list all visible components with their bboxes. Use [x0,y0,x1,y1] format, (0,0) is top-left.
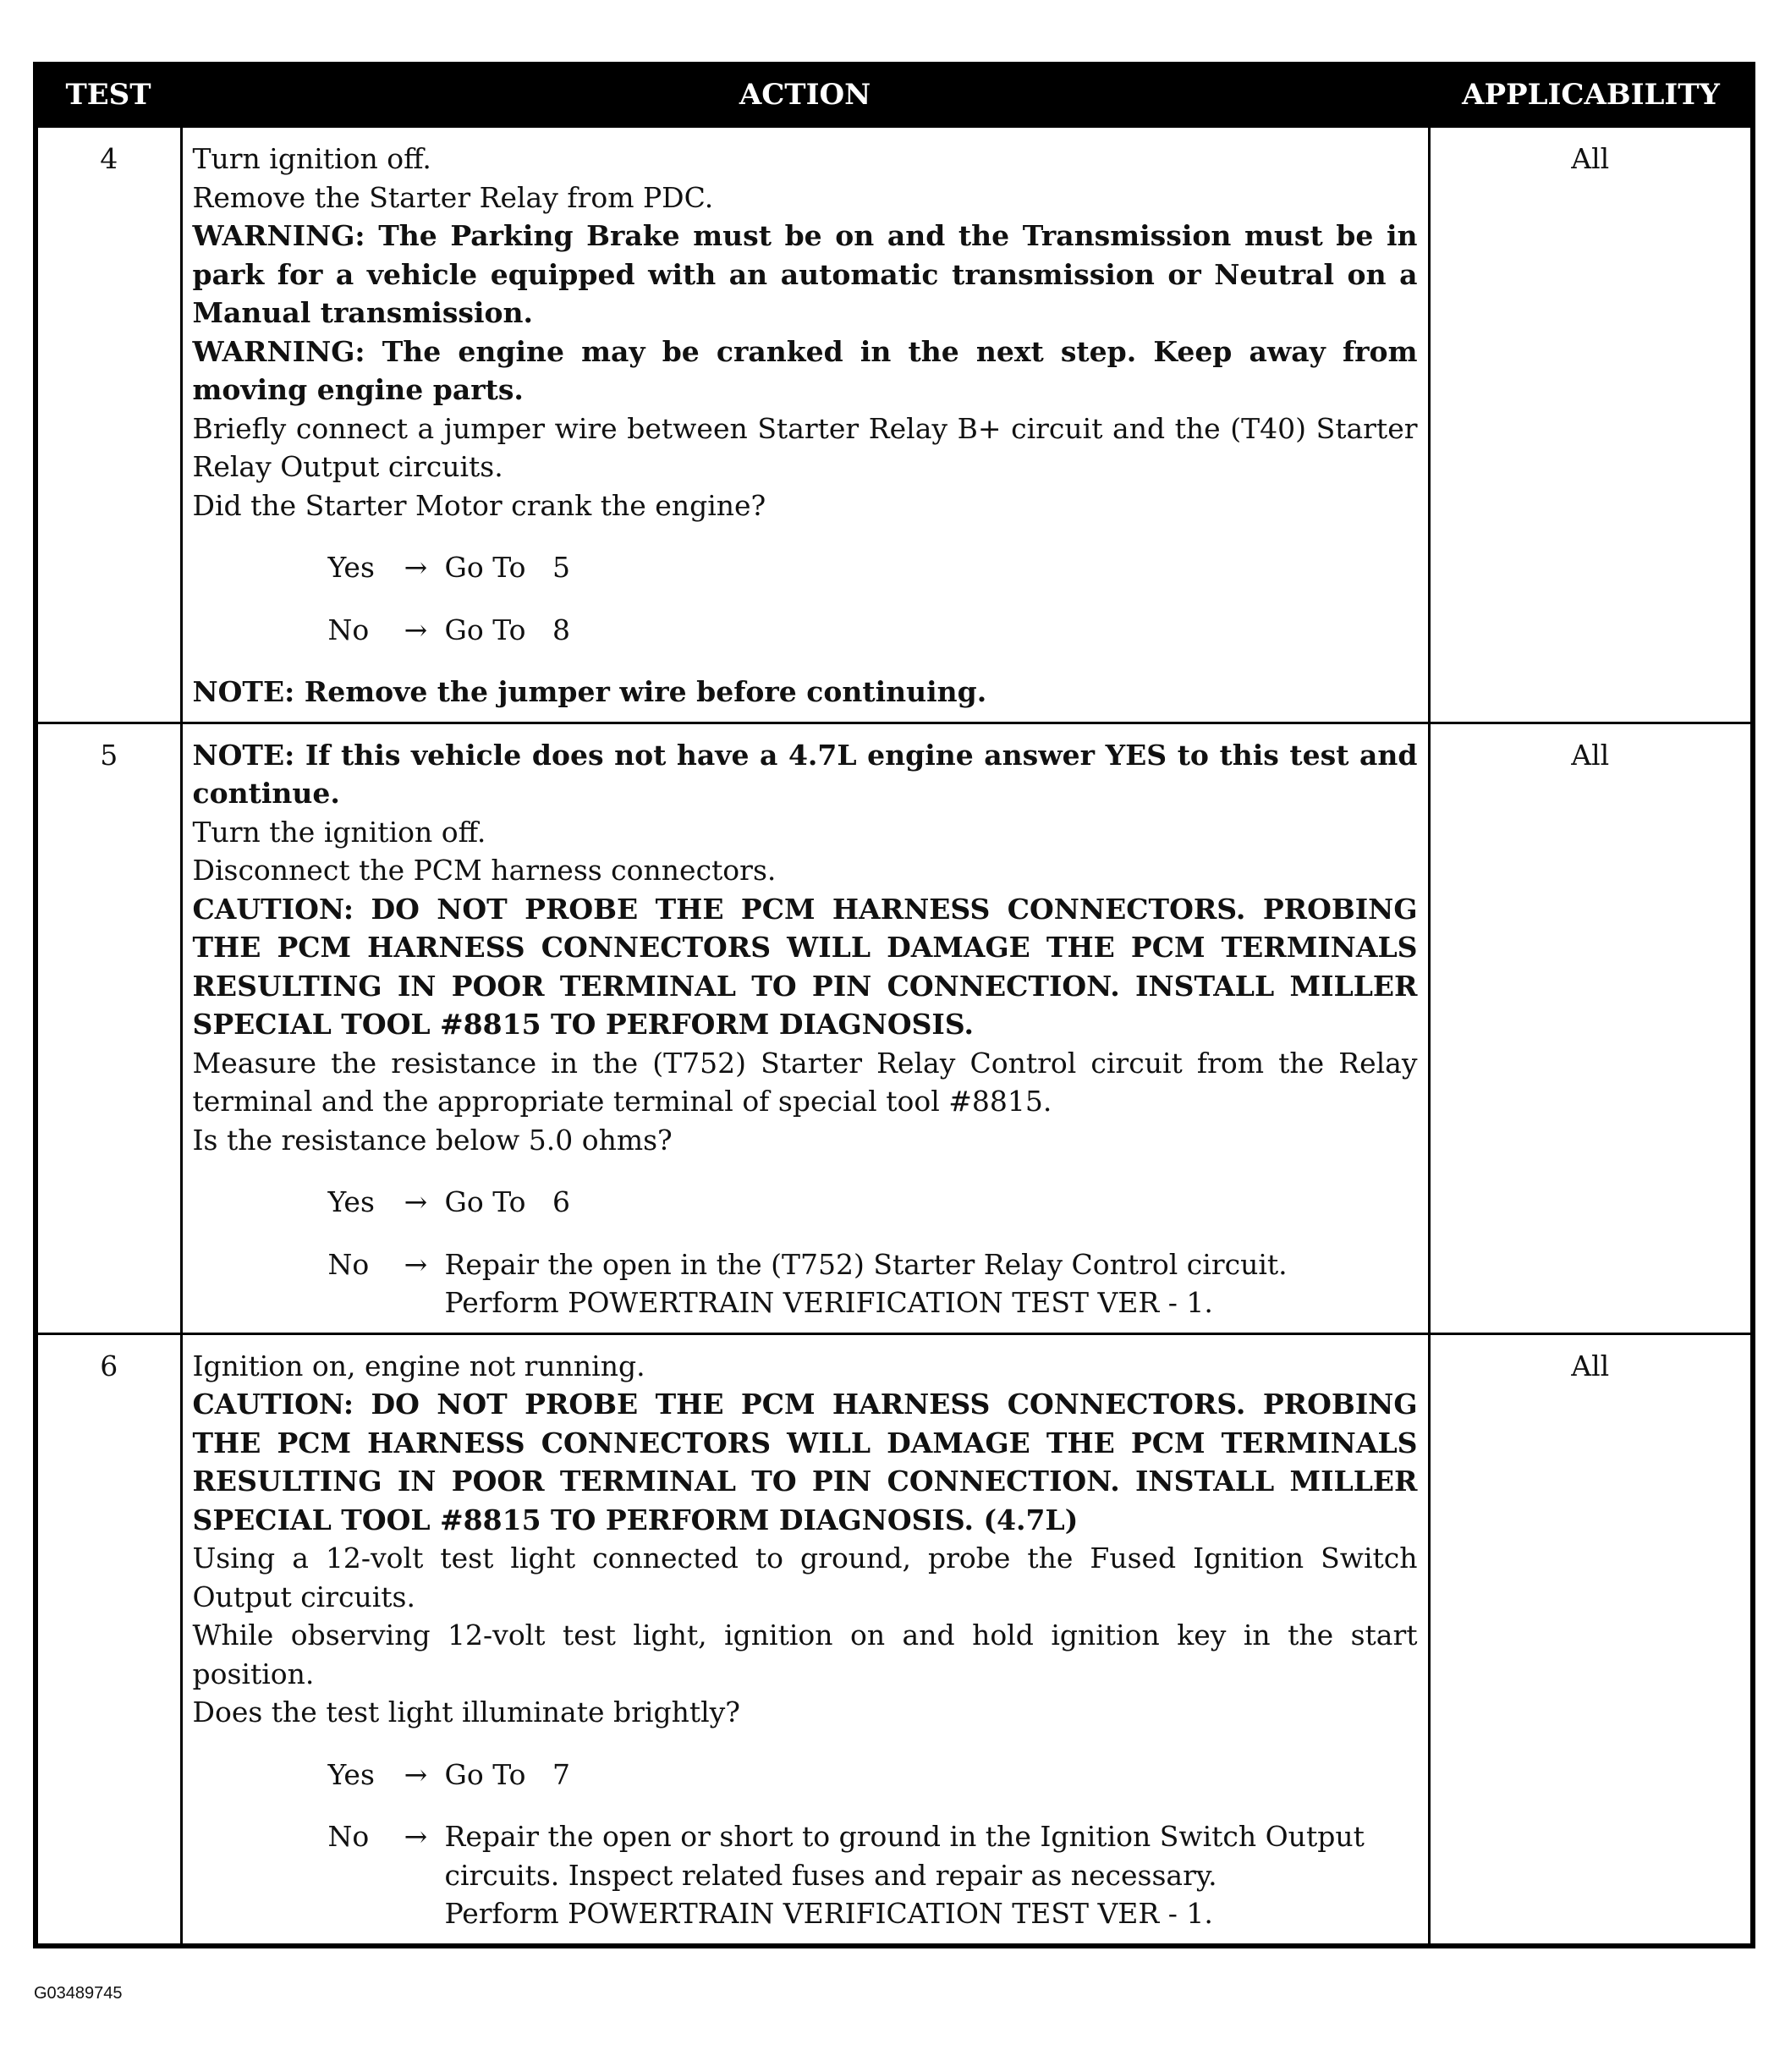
branch-answer: Yes [327,1757,375,1791]
action-line: Turn ignition off. [192,142,431,175]
branch-answer: No [327,613,370,646]
action-cell [181,125,1429,723]
table-header-row [36,64,1753,125]
diagnostic-test-table [33,62,1755,1948]
action-line: Turn the ignition off. [192,815,486,849]
table-row [36,1333,1753,1946]
action-cell [181,723,1429,1333]
yes-branch [328,548,1418,587]
figure-id: G03489745 [34,1984,123,2003]
no-branch [328,1817,1418,1933]
branch-result: Go To 7 [444,1757,570,1791]
branch-answer: No [327,1820,370,1853]
test-number: 6 [36,1333,181,1946]
right-arrow-icon: → [404,1757,428,1791]
right-arrow-icon: → [404,1247,428,1281]
applicability-cell: All [1429,723,1753,1333]
action-cell [181,1333,1429,1946]
right-arrow-icon: → [404,1185,428,1218]
header-action: ACTION [181,64,1429,125]
test-number: 5 [36,723,181,1333]
note-text: NOTE: If this vehicle does not have a 4.7L engine answer YES to this test and continue. [192,738,1418,810]
table-row [36,125,1753,723]
right-arrow-icon: → [404,613,428,646]
question-text: Is the resistance below 5.0 ohms? [192,1123,673,1157]
warning-text: WARNING: The engine may be cranked in the next step. Keep away from moving engine parts. [192,334,1418,406]
branch-result: Go To 8 [444,613,570,646]
branch-answer: No [327,1247,370,1281]
header-applicability: APPLICABILITY [1429,64,1753,125]
caution-text: CAUTION: DO NOT PROBE THE PCM HARNESS CONNECTORS. PROBING THE PCM HARNESS CONNECTORS WILL DAMAGE THE PCM TERMINALS RESULTING IN POOR TERMINAL TO PIN CONNECTION. INSTALL MILLER SPECIAL TOOL #8815 TO PERFORM DIAGNOSIS. [192,892,1418,1041]
branch-result: Go To 5 [444,551,570,584]
action-line: Briefly connect a jumper wire between Starter Relay B+ circuit and the (T40) Starter Relay Output circuits. [192,411,1418,483]
branch-result: Repair the open or short to ground in the Ignition Switch Output circuits. Inspect related fuses and repair as necessary. Perform POWERTRAIN VERIFICATION TEST VER - 1. [444,1820,1365,1930]
action-line: Ignition on, engine not running. [192,1349,645,1382]
table-row [36,723,1753,1333]
no-branch [328,611,1418,650]
header-test: TEST [36,64,181,125]
yes-branch [328,1183,1418,1222]
action-line: Disconnect the PCM harness connectors. [192,854,777,887]
no-branch [328,1245,1418,1322]
applicability-cell: All [1429,1333,1753,1946]
test-number: 4 [36,125,181,723]
caution-text: CAUTION: DO NOT PROBE THE PCM HARNESS CONNECTORS. PROBING THE PCM HARNESS CONNECTORS WILL DAMAGE THE PCM TERMINALS RESULTING IN POOR TERMINAL TO PIN CONNECTION. INSTALL MILLER SPECIAL TOOL #8815 TO PERFORM DIAGNOSIS. (4.7L) [192,1388,1418,1536]
warning-text: WARNING: The Parking Brake must be on and the Transmission must be in park for a vehicle equipped with an automatic transmission or Neutral on a Manual transmission. [192,219,1418,329]
right-arrow-icon: → [404,551,428,584]
question-text: Does the test light illuminate brightly? [192,1696,740,1728]
applicability-cell: All [1429,125,1753,723]
yes-branch [328,1756,1418,1794]
branch-answer: Yes [327,1185,375,1218]
branch-answer: Yes [327,551,375,584]
action-line: Measure the resistance in the (T752) Starter Relay Control circuit from the Relay terminal and the appropriate terminal of special tool #8815. [192,1046,1418,1118]
right-arrow-icon: → [404,1820,428,1853]
action-line: While observing 12-volt test light, ignition on and hold ignition key in the start position. [192,1619,1418,1690]
branch-result: Repair the open in the (T752) Starter Relay Control circuit. Perform POWERTRAIN VERIFICATION TEST VER - 1. [444,1247,1288,1319]
action-line: Using a 12-volt test light connected to ground, probe the Fused Ignition Switch Output circuits. [192,1542,1418,1613]
note-text: NOTE: Remove the jumper wire before continuing. [192,675,987,708]
action-line: Remove the Starter Relay from PDC. [192,180,714,214]
question-text: Did the Starter Motor crank the engine? [192,488,766,522]
branch-result: Go To 6 [444,1185,570,1218]
